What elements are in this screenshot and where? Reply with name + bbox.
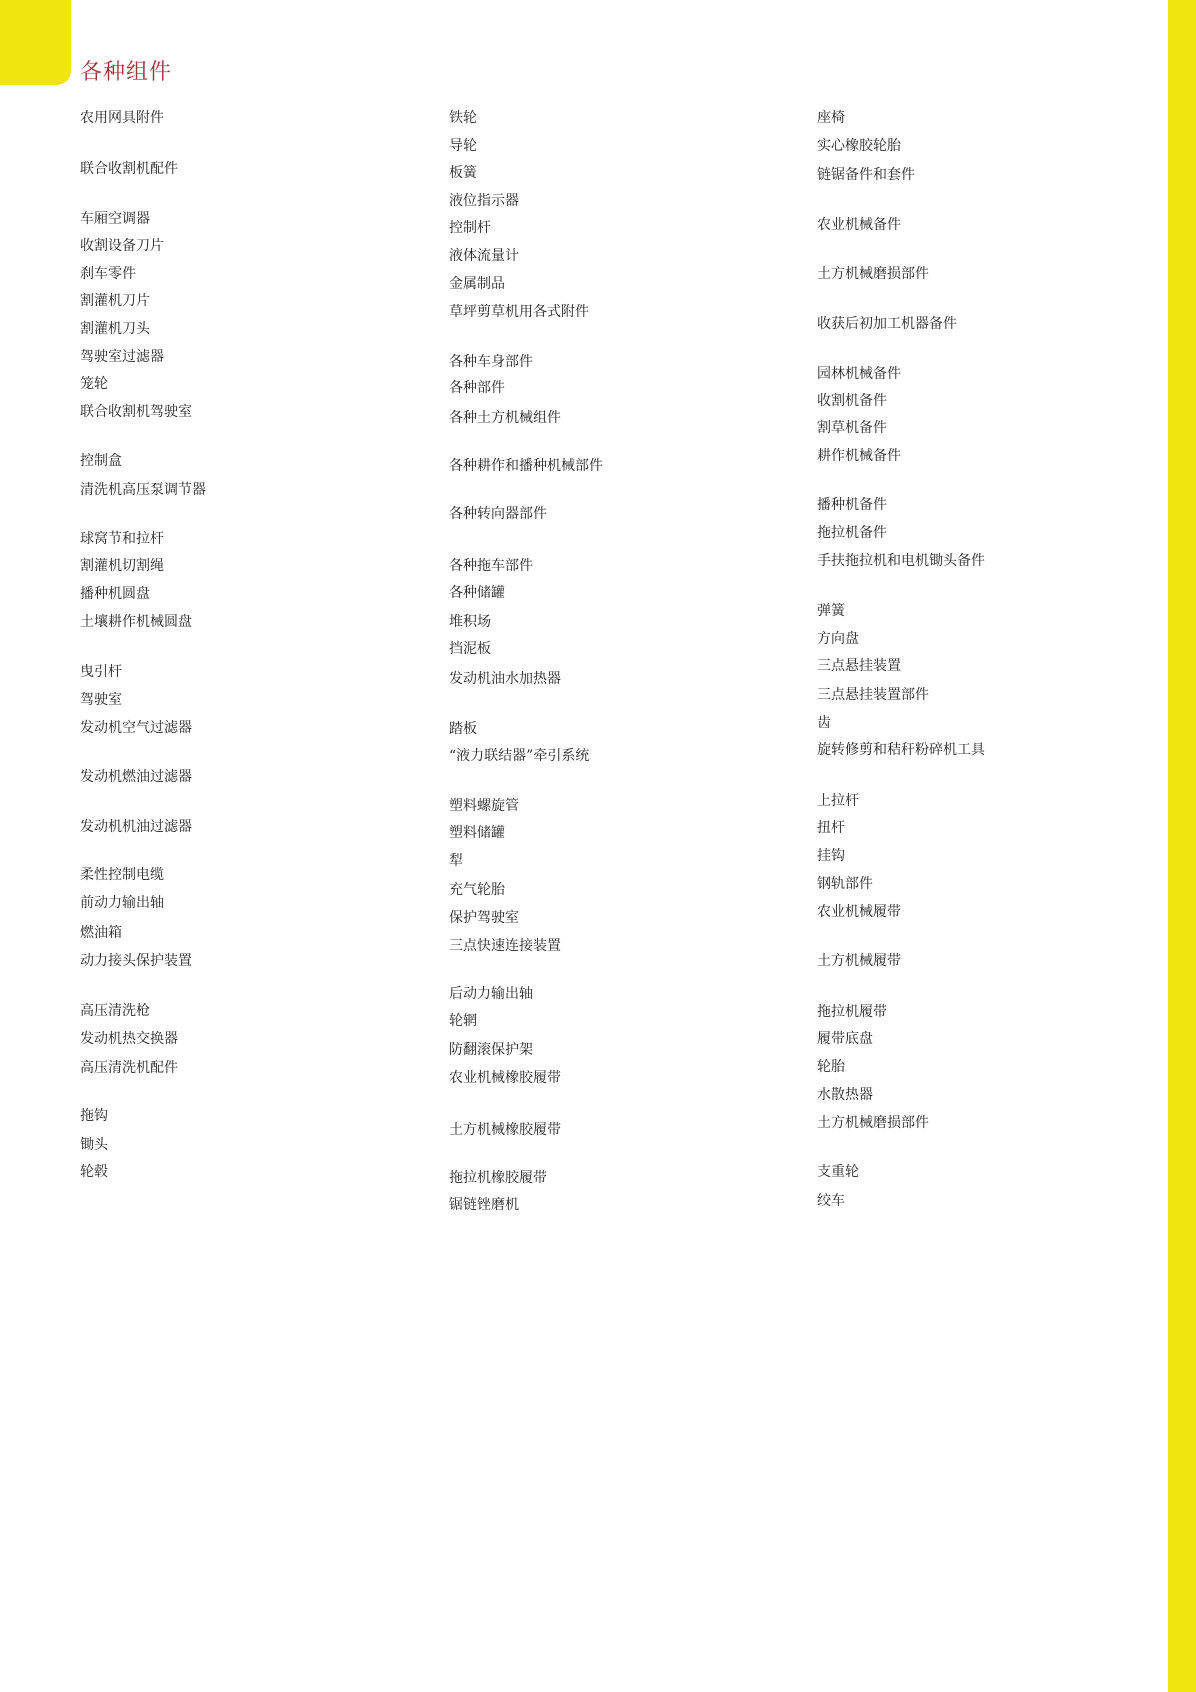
list-item: 塑料储罐: [449, 825, 505, 841]
list-item: 充气轮胎: [449, 882, 505, 898]
list-item: 高压清洗枪: [80, 1003, 150, 1019]
list-item: 履带底盘: [817, 1031, 873, 1047]
list-item: 液体流量计: [449, 248, 519, 264]
list-item: 齿: [817, 715, 831, 731]
list-item: 上拉杆: [817, 793, 859, 809]
list-item: 拖拉机履带: [817, 1004, 887, 1020]
list-item: 刹车零件: [80, 266, 136, 282]
list-item: 轮毂: [80, 1164, 108, 1180]
list-item: 板簧: [449, 165, 477, 181]
list-item: 高压清洗机配件: [80, 1060, 178, 1076]
list-item: 播种机圆盘: [80, 586, 150, 602]
list-item: 拖钩: [80, 1108, 108, 1124]
list-item: 防翻滚保护架: [449, 1042, 533, 1058]
list-item: 前动力输出轴: [80, 895, 164, 911]
list-item: 手扶拖拉机和电机锄头备件: [817, 553, 985, 569]
list-item: 拖拉机备件: [817, 525, 887, 541]
list-item: 锄头: [80, 1137, 108, 1153]
list-item: 联合收割机驾驶室: [80, 404, 192, 420]
list-item: 发动机热交换器: [80, 1031, 178, 1047]
list-item: 土方机械橡胶履带: [449, 1122, 561, 1138]
list-item: 各种部件: [449, 380, 505, 396]
list-item: 收获后初加工机器备件: [817, 316, 957, 332]
list-item: 车厢空调器: [80, 211, 150, 227]
list-item: 各种土方机械组件: [449, 410, 561, 426]
list-item: 割灌机刀头: [80, 321, 150, 337]
list-item: 实心橡胶轮胎: [817, 138, 901, 154]
list-item: 方向盘: [817, 631, 859, 647]
list-item: 耕作机械备件: [817, 448, 901, 464]
list-item: 三点悬挂装置: [817, 658, 901, 674]
list-item: 燃油箱: [80, 925, 122, 941]
list-item: 保护驾驶室: [449, 910, 519, 926]
corner-tab-decoration: [0, 0, 71, 85]
list-item: 球窝节和拉杆: [80, 531, 164, 547]
list-item: 农业机械备件: [817, 217, 901, 233]
list-item: 土壤耕作机械圆盘: [80, 614, 192, 630]
list-item: 驾驶室: [80, 692, 122, 708]
list-item: 农业机械履带: [817, 904, 901, 920]
list-item: 三点悬挂装置部件: [817, 687, 929, 703]
list-item: 笼轮: [80, 376, 108, 392]
list-item: 踏板: [449, 721, 477, 737]
list-item: 土方机械磨损部件: [817, 1115, 929, 1131]
list-item: 轮胎: [817, 1059, 845, 1075]
list-item: 各种储罐: [449, 585, 505, 601]
list-item: 支重轮: [817, 1164, 859, 1180]
list-item: 座椅: [817, 110, 845, 126]
list-item: 清洗机高压泵调节器: [80, 482, 206, 498]
list-item: 弹簧: [817, 603, 845, 619]
list-item: 锯链锉磨机: [449, 1197, 519, 1213]
list-item: 液位指示器: [449, 193, 519, 209]
list-item: 发动机燃油过滤器: [80, 769, 192, 785]
list-item: 铁轮: [449, 110, 477, 126]
list-item: 三点快速连接装置: [449, 938, 561, 954]
list-item: 钢轨部件: [817, 876, 873, 892]
list-item: 犁: [449, 853, 463, 869]
list-item: 轮辋: [449, 1013, 477, 1029]
list-item: 塑料螺旋管: [449, 798, 519, 814]
list-item: 挂钩: [817, 848, 845, 864]
list-item: 柔性控制电缆: [80, 867, 164, 883]
list-item: 割灌机刀片: [80, 293, 150, 309]
list-item: 绞车: [817, 1193, 845, 1209]
list-item: 园林机械备件: [817, 366, 901, 382]
list-item: 割灌机切割绳: [80, 558, 164, 574]
list-item: 旋转修剪和秸秆粉碎机工具: [817, 742, 985, 758]
list-item: 驾驶室过滤器: [80, 349, 164, 365]
list-item: “液力联结器”牵引系统: [449, 748, 590, 764]
list-item: 播种机备件: [817, 497, 887, 513]
list-item: 收割设备刀片: [80, 238, 164, 254]
list-item: 曳引杆: [80, 664, 122, 680]
list-item: 土方机械磨损部件: [817, 266, 929, 282]
list-item: 动力接头保护装置: [80, 953, 192, 969]
list-item: 水散热器: [817, 1087, 873, 1103]
list-item: 土方机械履带: [817, 953, 901, 969]
list-item: 拖拉机橡胶履带: [449, 1170, 547, 1186]
list-item: 导轮: [449, 138, 477, 154]
list-item: 草坪剪草机用各式附件: [449, 304, 589, 320]
list-item: 发动机油水加热器: [449, 671, 561, 687]
list-item: 挡泥板: [449, 641, 491, 657]
list-item: 扭杆: [817, 820, 845, 836]
list-item: 链锯备件和套件: [817, 167, 915, 183]
list-item: 发动机空气过滤器: [80, 720, 192, 736]
list-item: 控制盒: [80, 453, 122, 469]
list-item: 控制杆: [449, 220, 491, 236]
side-color-band: [1168, 0, 1196, 1692]
list-item: 各种耕作和播种机械部件: [449, 458, 603, 474]
list-item: 割草机备件: [817, 420, 887, 436]
list-item: 后动力输出轴: [449, 986, 533, 1002]
list-item: 各种转向器部件: [449, 506, 547, 522]
list-item: 收割机备件: [817, 393, 887, 409]
list-item: 堆积场: [449, 614, 491, 630]
list-item: 各种车身部件: [449, 354, 533, 370]
list-item: 金属制品: [449, 276, 505, 292]
list-item: 农用网具附件: [80, 110, 164, 126]
list-item: 各种拖车部件: [449, 558, 533, 574]
section-heading: 各种组件: [80, 60, 173, 85]
list-item: 发动机机油过滤器: [80, 819, 192, 835]
list-item: 农业机械橡胶履带: [449, 1070, 561, 1086]
list-item: 联合收割机配件: [80, 161, 178, 177]
